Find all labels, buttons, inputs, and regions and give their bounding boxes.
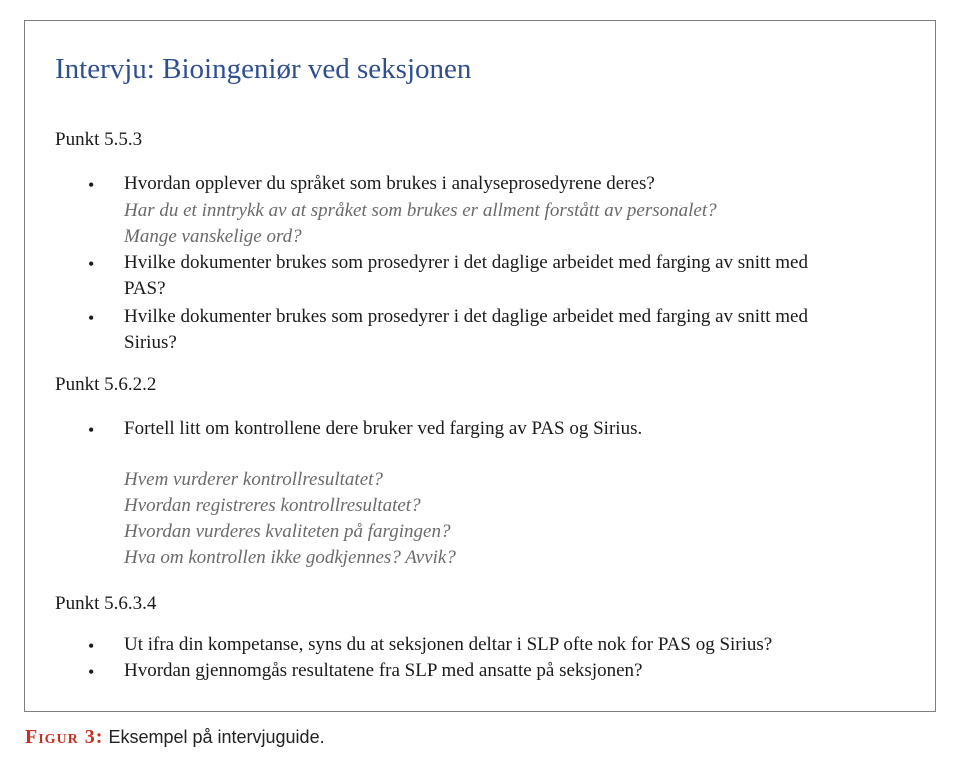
subquestion-text: Har du et inntrykk av at språket som brukes er allment forstått av personalet? [124, 200, 717, 221]
bullet-icon: • [88, 662, 95, 682]
question-text: Hvilke dokumenter brukes som prosedyrer i det daglige arbeidet med farging av snitt med [124, 252, 808, 273]
bullet-icon: • [88, 254, 95, 274]
subquestion-text: Hva om kontrollen ikke godkjennes? Avvik? [124, 547, 456, 568]
figure-label: Figur 3: [25, 726, 104, 748]
section-heading: Punkt 5.6.3.4 [55, 593, 157, 614]
section-heading: Punkt 5.6.2.2 [55, 374, 157, 395]
question-text: Hvordan opplever du språket som brukes i analyseprosedyrene deres? [124, 173, 655, 194]
question-text: PAS? [124, 278, 166, 299]
bullet-icon: • [88, 636, 95, 656]
section-heading: Punkt 5.5.3 [55, 129, 143, 150]
bullet-icon: • [88, 420, 95, 440]
question-text: Sirius? [124, 332, 177, 353]
bullet-icon: • [88, 175, 95, 195]
question-text: Ut ifra din kompetanse, syns du at seksjonen deltar i SLP ofte nok for PAS og Sirius? [124, 634, 773, 655]
bullet-icon: • [88, 308, 95, 328]
subquestion-text: Mange vanskelige ord? [124, 226, 302, 247]
question-text: Fortell litt om kontrollene dere bruker ved farging av PAS og Sirius. [124, 418, 643, 439]
figure-caption [25, 726, 325, 749]
document-title: Intervju: Bioingeniør ved seksjonen [55, 53, 472, 85]
interview-guide-box [24, 20, 936, 712]
subquestion-text: Hvem vurderer kontrollresultatet? [124, 469, 383, 490]
subquestion-text: Hvordan registreres kontrollresultatet? [124, 495, 421, 516]
question-text: Hvilke dokumenter brukes som prosedyrer i det daglige arbeidet med farging av snitt med [124, 306, 808, 327]
subquestion-text: Hvordan vurderes kvaliteten på fargingen? [124, 521, 451, 542]
question-text: Hvordan gjennomgås resultatene fra SLP med ansatte på seksjonen? [124, 660, 643, 681]
caption-text: Eksempel på intervjuguide. [108, 727, 325, 747]
